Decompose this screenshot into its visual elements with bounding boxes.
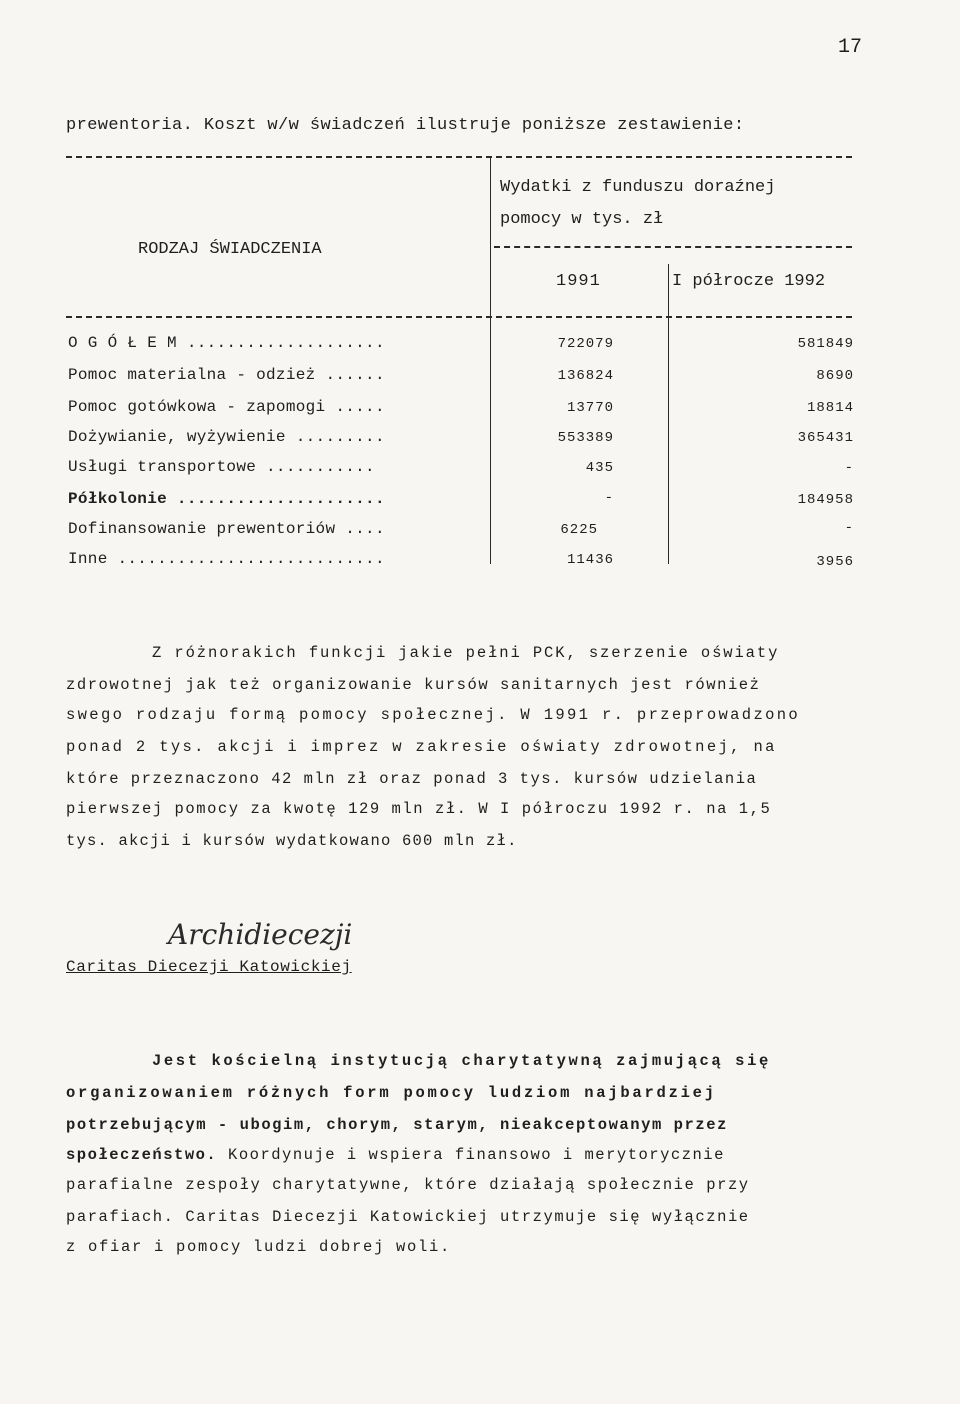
paragraph-line: Jest kościelną instytucją charytatywną zajmującą się	[152, 1052, 771, 1070]
paragraph-line: pierwszej pomocy za kwotę 129 mln zł. W I półroczu 1992 r. na 1,5	[66, 800, 772, 818]
row-value-1992: 3956	[816, 554, 854, 570]
row-value-1992: 365431	[797, 430, 854, 446]
paragraph-line: które przeznaczono 42 mln zł oraz ponad 3 tys. kursów udzielania	[66, 770, 758, 788]
paragraph-line: organizowaniem różnych form pomocy ludziom najbardziej	[66, 1084, 717, 1102]
row-value-1991: 136824	[557, 368, 614, 384]
table-col-divider-right	[668, 264, 669, 564]
row-value-1991: 553389	[557, 430, 614, 446]
paragraph-line: potrzebującym - ubogim, chorym, starym, nieakceptowanym przez	[66, 1116, 728, 1134]
handwritten-note: Archidiecezji	[168, 918, 353, 951]
bold-word: społeczeństwo.	[66, 1146, 218, 1164]
row-value-1991: 435	[585, 460, 614, 476]
table-header-rule	[66, 316, 852, 318]
paragraph-line: parafialne zespoły charytatywne, które działają społecznie przy	[66, 1176, 750, 1194]
paragraph-line: ponad 2 tys. akcji i imprez w zakresie oświaty zdrowotnej, na	[66, 738, 777, 756]
section-title: Caritas Diecezji Katowickiej	[66, 958, 352, 976]
paragraph-line: swego rodzaju formą pomocy społecznej. W 1991 r. przeprowadzono	[66, 706, 801, 724]
row-value-1991: -	[604, 490, 614, 506]
paragraph-line: Z różnorakich funkcji jakie pełni PCK, szerzenie oświaty	[152, 644, 780, 662]
row-label: Dożywianie, wyżywienie .........	[68, 428, 385, 446]
table-col-divider-left	[490, 158, 491, 564]
page-number: 17	[838, 36, 863, 59]
row-value-1992: -	[844, 460, 854, 476]
row-value-1991: 722079	[557, 336, 614, 352]
row-value-1992: 184958	[797, 492, 854, 508]
row-label: Pomoc materialna - odzież ......	[68, 366, 385, 384]
row-label: Usługi transportowe ...........	[68, 458, 375, 476]
row-label: Półkolonie .....................	[68, 490, 385, 508]
paragraph-line: z ofiar i pomocy ludzi dobrej woli.	[66, 1238, 452, 1256]
row-value-1991: 13770	[566, 400, 614, 416]
row-label: Inne ...........................	[68, 550, 385, 568]
table-header-1992: I półrocze 1992	[672, 272, 826, 291]
row-value-1991: 11436	[566, 552, 614, 568]
row-value-1992: 8690	[816, 368, 854, 384]
paragraph-line	[66, 1146, 725, 1164]
row-value-1991: 6225	[560, 522, 598, 538]
paragraph-line: tys. akcji i kursów wydatkowano 600 mln zł.	[66, 832, 518, 850]
table-header-left: RODZAJ ŚWIADCZENIA	[138, 240, 322, 259]
row-label: Dofinansowanie prewentoriów ....	[68, 520, 385, 538]
row-label: O G Ó Ł E M ....................	[68, 334, 385, 352]
table-top-rule	[66, 156, 852, 158]
table-header-group-line1: Wydatki z funduszu doraźnej	[500, 178, 776, 197]
row-value-1992: -	[844, 520, 854, 536]
table-header-1991: 1991	[556, 272, 601, 291]
intro-text: prewentoria. Koszt w/w świadczeń ilustruje poniższe zestawienie:	[66, 116, 745, 135]
paragraph-line: zdrowotnej jak też organizowanie kursów sanitarnych jest również	[66, 676, 761, 694]
line-rest: Koordynuje i wspiera finansowo i merytorycznie	[217, 1146, 725, 1164]
paragraph-line: parafiach. Caritas Diecezji Katowickiej utrzymuje się wyłącznie	[66, 1208, 750, 1226]
table-group-rule	[494, 246, 852, 248]
table-header-group-line2: pomocy w tys. zł	[500, 210, 664, 229]
row-value-1992: 18814	[806, 400, 854, 416]
row-label: Pomoc gotówkowa - zapomogi .....	[68, 398, 385, 416]
row-value-1992: 581849	[797, 336, 854, 352]
